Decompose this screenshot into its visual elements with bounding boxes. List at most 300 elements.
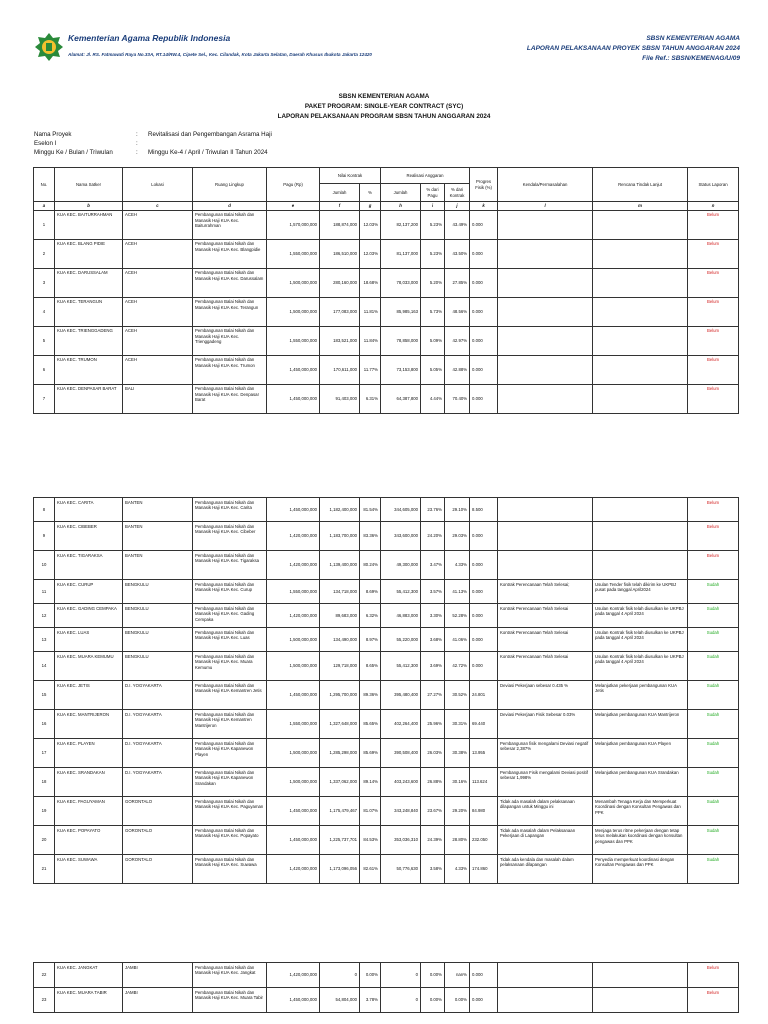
satker-cell: KUA KEC. SUWAWA <box>55 855 123 884</box>
kontrak-persen-cell: 12.03% <box>360 210 381 239</box>
kontrak-persen-cell: 81.07% <box>360 797 381 826</box>
dari-kontrak-cell: 29.20% <box>445 797 470 826</box>
kontrak-persen-cell: 80.24% <box>360 551 381 580</box>
rencana-cell <box>593 384 688 413</box>
kontrak-persen-cell: 8.65% <box>360 652 381 681</box>
realisasi-jumlah-cell: 55,220,000 <box>381 628 421 652</box>
ruang-lingkup-cell: Pembangunan Balai Nikah dan Manasik Haji KUA Kec. Blangpidie <box>193 239 267 268</box>
kontrak-persen-cell: 6.32% <box>360 604 381 628</box>
rencana-cell <box>593 988 688 1013</box>
row-no: 23 <box>34 988 55 1013</box>
kontrak-persen-cell: 3.78% <box>360 988 381 1013</box>
pagu-cell: 1,550,000,000 <box>267 710 320 739</box>
report-titles <box>0 92 768 122</box>
dari-kontrak-cell: 30.31% <box>445 710 470 739</box>
row-no: 18 <box>34 768 55 797</box>
dari-kontrak-cell: 4.33% <box>445 855 470 884</box>
satker-cell: KUA KEC. DARUSSALAM <box>55 268 123 297</box>
rencana-cell <box>593 210 688 239</box>
lokasi-cell: ACEH <box>123 355 193 384</box>
lokasi-cell: JAMBI <box>123 988 193 1013</box>
ruang-lingkup-cell: Pembangunan Balai Nikah dan Manasik Haji KUA Kec. Tigaraksa <box>193 551 267 580</box>
ruang-lingkup-cell: Pembangunan Balai Nikah dan Manasik Haji KUA Kec. Muara Tabir <box>193 988 267 1013</box>
dari-pagu-cell: 23.67% <box>421 797 445 826</box>
kontrak-jumlah-cell: 1,173,096,056 <box>320 855 360 884</box>
satker-cell: KUA KEC. DENPASAR BARAT <box>55 384 123 413</box>
dari-kontrak-cell: 42.72% <box>445 652 470 681</box>
rencana-cell: Melanjutkan pembangunan KUA Playen <box>593 739 688 768</box>
row-no: 7 <box>34 384 55 413</box>
lokasi-cell: GORONTALO <box>123 855 193 884</box>
col-no: No. <box>34 168 55 202</box>
row-no: 8 <box>34 498 55 522</box>
realisasi-jumlah-cell: 55,412,300 <box>381 652 421 681</box>
satker-cell: KUA KEC. TIGARAKSA <box>55 551 123 580</box>
column-letter: l <box>498 202 593 211</box>
kontrak-persen-cell: 85.65% <box>360 710 381 739</box>
satker-cell: KUA KEC. BLANG PIDIE <box>55 239 123 268</box>
status-cell: Belum <box>688 498 739 522</box>
realisasi-jumlah-cell: 343,248,840 <box>381 797 421 826</box>
realisasi-jumlah-cell: 0 <box>381 988 421 1013</box>
column-letter: h <box>381 202 421 211</box>
kendala-cell: Kontrak Perencanaan Telah Selesai; <box>498 580 593 604</box>
pagu-cell: 1,500,000,000 <box>267 268 320 297</box>
ruang-lingkup-cell: Pembangunan Balai Nikah dan Manasik Haji KUA Kec. Muara Kemumu <box>193 652 267 681</box>
row-no: 12 <box>34 604 55 628</box>
col-nilai-kontrak: Nilai Kontrak <box>320 168 381 184</box>
rencana-cell <box>593 355 688 384</box>
status-cell: Sudah <box>688 604 739 628</box>
kendala-cell <box>498 268 593 297</box>
kontrak-jumlah-cell: 1,295,700,000 <box>320 681 360 710</box>
status-cell: Sudah <box>688 826 739 855</box>
progres-cell: 0.000 <box>470 297 498 326</box>
kendala-cell: Pembangunan fisik mengalami Deviasi negatif sebesar 2,387% <box>498 739 593 768</box>
row-no: 3 <box>34 268 55 297</box>
satker-cell: KUA KEC. JETIS <box>55 681 123 710</box>
dari-pagu-cell: 3.57% <box>421 580 445 604</box>
realisasi-jumlah-cell: 46,883,000 <box>381 604 421 628</box>
row-no: 1 <box>34 210 55 239</box>
realisasi-jumlah-cell: 78,858,000 <box>381 326 421 355</box>
ruang-lingkup-cell: Pembangunan Balai Nikah dan Manasik Haji KUA Kec. Baiturrahman <box>193 210 267 239</box>
title-line3: LAPORAN PELAKSANAAN PROGRAM SBSN TAHUN ANGGARAN 2024 <box>277 113 491 120</box>
kontrak-jumlah-cell: 186,510,000 <box>320 239 360 268</box>
dari-pagu-cell: 0.00% <box>421 988 445 1013</box>
pagu-cell: 1,550,000,000 <box>267 239 320 268</box>
satker-cell: KUA KEC. BAITURRAHMAN <box>55 210 123 239</box>
kontrak-jumlah-cell: 1,175,479,467 <box>320 797 360 826</box>
status-cell: Belum <box>688 210 739 239</box>
column-letter: m <box>593 202 688 211</box>
realisasi-jumlah-cell: 81,137,000 <box>381 239 421 268</box>
kontrak-jumlah-cell: 183,521,000 <box>320 326 360 355</box>
status-cell: Belum <box>688 988 739 1013</box>
dari-pagu-cell: 5.05% <box>421 355 445 384</box>
progres-cell: 84.980 <box>470 797 498 826</box>
pagu-cell: 1,570,000,000 <box>267 210 320 239</box>
progres-cell: 0.000 <box>470 239 498 268</box>
realisasi-jumlah-cell: 85,985,163 <box>381 297 421 326</box>
row-no: 19 <box>34 797 55 826</box>
rencana-cell: Melanjutkan pembangunan KUA Mantrijeron <box>593 710 688 739</box>
dari-kontrak-cell: 29.03% <box>445 522 470 551</box>
rencana-cell <box>593 498 688 522</box>
realisasi-jumlah-cell: 73,153,800 <box>381 355 421 384</box>
meta-label: Nama Proyek <box>34 131 72 138</box>
dari-pagu-cell: 3.30% <box>421 604 445 628</box>
table-row <box>34 522 739 551</box>
pagu-cell: 1,420,000,000 <box>267 855 320 884</box>
table-row <box>34 963 739 988</box>
satker-cell: KUA KEC. CARITA <box>55 498 123 522</box>
column-letter: k <box>470 202 498 211</box>
ruang-lingkup-cell: Pembangunan Balai Nikah dan Manasik Haji KUA Kapanewon Srandakan <box>193 768 267 797</box>
rencana-cell: Melanjutkan pekerjaan pembangunan KUA Jetis <box>593 681 688 710</box>
dari-kontrak-cell: 70.40% <box>445 384 470 413</box>
progres-cell: 0.000 <box>470 384 498 413</box>
table-row <box>34 326 739 355</box>
rencana-cell: Menambah Tenaga Kerja dan Memperkuat Koordinasi dengan Konsultan Pengawas dan PPK <box>593 797 688 826</box>
column-letter: a <box>34 202 55 211</box>
table-row <box>34 681 739 710</box>
progres-cell: 0.000 <box>470 988 498 1013</box>
dari-kontrak-cell: 42.97% <box>445 326 470 355</box>
pagu-cell: 1,450,000,000 <box>267 498 320 522</box>
column-letter: b <box>55 202 123 211</box>
kendala-cell <box>498 522 593 551</box>
realisasi-jumlah-cell: 343,600,000 <box>381 522 421 551</box>
satker-cell: KUA KEC. TERANGUN <box>55 297 123 326</box>
ruang-lingkup-cell: Pembangunan Balai Nikah dan Manasik Haji KUA Kapanewon Playen <box>193 739 267 768</box>
row-no: 16 <box>34 710 55 739</box>
table-row <box>34 498 739 522</box>
realisasi-jumlah-cell: 395,480,400 <box>381 681 421 710</box>
kontrak-jumlah-cell: 129,718,000 <box>320 652 360 681</box>
ruang-lingkup-cell: Pembangunan Balai Nikah dan Manasik Haji KUA Kemantren Jetis <box>193 681 267 710</box>
column-letter-row <box>34 202 739 211</box>
satker-cell: KUA KEC. CIBEBER <box>55 522 123 551</box>
kontrak-jumlah-cell: 1,183,700,000 <box>320 522 360 551</box>
col-status: Status Laporan <box>688 168 739 202</box>
kontrak-persen-cell: 11.81% <box>360 297 381 326</box>
status-cell: Belum <box>688 268 739 297</box>
table-row <box>34 628 739 652</box>
ruang-lingkup-cell: Pembangunan Balai Nikah dan Manasik Haji KUA Kemantren Mantrijeron <box>193 710 267 739</box>
title-line1: SBSN KEMENTERIAN AGAMA <box>338 93 430 100</box>
col-rencana: Rencana Tindak Lanjut <box>593 168 688 202</box>
realisasi-jumlah-cell: 64,387,800 <box>381 384 421 413</box>
col-dari-kontrak: % dari Kontrak <box>445 184 470 202</box>
status-cell: Belum <box>688 297 739 326</box>
header-right <box>527 34 740 64</box>
pagu-cell: 1,450,000,000 <box>267 681 320 710</box>
pagu-cell: 1,500,000,000 <box>267 739 320 768</box>
realisasi-jumlah-cell: 403,243,600 <box>381 768 421 797</box>
row-no: 14 <box>34 652 55 681</box>
row-no: 15 <box>34 681 55 710</box>
pagu-cell: 1,500,000,000 <box>267 628 320 652</box>
lokasi-cell: D.I. YOGYAKARTA <box>123 768 193 797</box>
dari-kontrak-cell: 28.80% <box>445 826 470 855</box>
meta-value: Revitalisasi dan Pengembangan Asrama Haji <box>148 131 272 138</box>
realisasi-jumlah-cell: 55,412,300 <box>381 580 421 604</box>
lokasi-cell: BENGKULU <box>123 604 193 628</box>
realisasi-jumlah-cell: 402,264,400 <box>381 710 421 739</box>
org-name: Kementerian Agama Republik Indonesia <box>68 33 231 43</box>
satker-cell: KUA KEC. LUAS <box>55 628 123 652</box>
file-ref: File Ref.: SBSN/KEMENAG/U/09 <box>642 55 740 62</box>
kontrak-jumlah-cell: 1,337,062,000 <box>320 768 360 797</box>
column-letter: c <box>123 202 193 211</box>
realisasi-jumlah-cell: 50,776,630 <box>381 855 421 884</box>
kendala-cell <box>498 988 593 1013</box>
progres-cell: 0.000 <box>470 522 498 551</box>
kontrak-persen-cell: 85.69% <box>360 739 381 768</box>
col-progres: Progres Fisik (%) <box>470 168 498 202</box>
progres-cell: 8.500 <box>470 498 498 522</box>
rencana-cell: Usulan Kontrak fisik telah diusulkan ke UKPBJ pada tanggal 4 April 2024 <box>593 628 688 652</box>
dari-pagu-cell: 5.20% <box>421 268 445 297</box>
kontrak-jumlah-cell: 89,683,000 <box>320 604 360 628</box>
ruang-lingkup-cell: Pembangunan Balai Nikah dan Manasik Haji KUA Kec. Popayato <box>193 826 267 855</box>
dari-pagu-cell: 26.03% <box>421 739 445 768</box>
lokasi-cell: ACEH <box>123 239 193 268</box>
dari-pagu-cell: 26.88% <box>421 768 445 797</box>
col-realisasi: Realisasi Anggaran <box>381 168 470 184</box>
report-table-1 <box>33 167 739 414</box>
kontrak-jumlah-cell: 1,327,648,000 <box>320 710 360 739</box>
row-no: 5 <box>34 326 55 355</box>
lokasi-cell: BENGKULU <box>123 628 193 652</box>
dari-pagu-cell: 5.73% <box>421 297 445 326</box>
realisasi-jumlah-cell: 353,036,310 <box>381 826 421 855</box>
kontrak-jumlah-cell: 1,225,737,701 <box>320 826 360 855</box>
kontrak-jumlah-cell: 177,083,000 <box>320 297 360 326</box>
progres-cell: 0.000 <box>470 580 498 604</box>
row-no: 4 <box>34 297 55 326</box>
ruang-lingkup-cell: Pembangunan Balai Nikah dan Manasik Haji KUA Kec. Luas <box>193 628 267 652</box>
status-cell: Sudah <box>688 652 739 681</box>
kendala-cell: Kontrak Perencanaan Telah Selesai <box>498 628 593 652</box>
ruang-lingkup-cell: Pembangunan Balai Nikah dan Manasik Haji KUA Kec. Curup <box>193 580 267 604</box>
dari-pagu-cell: 3.47% <box>421 551 445 580</box>
kontrak-persen-cell: 11.77% <box>360 355 381 384</box>
column-letter: g <box>360 202 381 211</box>
pagu-cell: 1,420,000,000 <box>267 551 320 580</box>
status-cell: Sudah <box>688 628 739 652</box>
report-meta: Nama Proyek : Revitalisasi dan Pengembangan Asrama Haji Eselon I : Minggu Ke / Bulan / Triwulan : Minggu Ke-4 / April / Triwulan II Tahun 2024 <box>34 131 272 156</box>
table-row <box>34 604 739 628</box>
table-row <box>34 239 739 268</box>
column-letter: i <box>421 202 445 211</box>
ruang-lingkup-cell: Pembangunan Balai Nikah dan Manasik Haji KUA Kec. Cibeber <box>193 522 267 551</box>
kontrak-persen-cell: 82.61% <box>360 855 381 884</box>
kontrak-jumlah-cell: 91,403,000 <box>320 384 360 413</box>
progres-cell: 174.860 <box>470 855 498 884</box>
dari-pagu-cell: 5.09% <box>421 326 445 355</box>
rencana-cell <box>593 963 688 988</box>
status-cell: Belum <box>688 384 739 413</box>
kontrak-persen-cell: 8.69% <box>360 580 381 604</box>
pagu-cell: 1,420,000,000 <box>267 963 320 988</box>
satker-cell: KUA KEC. JANGKAT <box>55 963 123 988</box>
pagu-cell: 1,450,000,000 <box>267 797 320 826</box>
satker-cell: KUA KEC. TRUMON <box>55 355 123 384</box>
ruang-lingkup-cell: Pembangunan Balai Nikah dan Manasik Haji KUA Kec. Trienggadeng <box>193 326 267 355</box>
status-cell: Belum <box>688 326 739 355</box>
dari-pagu-cell: 3.69% <box>421 652 445 681</box>
satker-cell: KUA KEC. SRANDAKAN <box>55 768 123 797</box>
report-table-2 <box>33 497 739 884</box>
pagu-cell: 1,450,000,000 <box>267 384 320 413</box>
lokasi-cell: ACEH <box>123 326 193 355</box>
col-kontrak-persen: % <box>360 184 381 202</box>
kemenag-emblem-icon <box>34 32 64 62</box>
kendala-cell <box>498 326 593 355</box>
dari-kontrak-cell: 0.00% <box>445 988 470 1013</box>
kendala-cell <box>498 210 593 239</box>
dari-kontrak-cell: 48.56% <box>445 297 470 326</box>
kendala-cell <box>498 551 593 580</box>
kontrak-persen-cell: 83.36% <box>360 522 381 551</box>
col-pagu: Pagu (Rp) <box>267 168 320 202</box>
lokasi-cell: BALI <box>123 384 193 413</box>
col-dari-pagu: % dari Pagu <box>421 184 445 202</box>
pagu-cell: 1,500,000,000 <box>267 768 320 797</box>
lokasi-cell: BANTEN <box>123 551 193 580</box>
lokasi-cell: ACEH <box>123 268 193 297</box>
pagu-cell: 1,420,000,000 <box>267 522 320 551</box>
table-row <box>34 797 739 826</box>
status-cell: Sudah <box>688 855 739 884</box>
rencana-cell: Usulan Kontrak fisik telah diusulkan ke UKPBJ pada tanggal 4 April 2024 <box>593 604 688 628</box>
table-row <box>34 210 739 239</box>
rencana-cell <box>593 522 688 551</box>
rencana-cell <box>593 551 688 580</box>
satker-cell: KUA KEC. MUARA KEMUMU <box>55 652 123 681</box>
kontrak-jumlah-cell: 134,490,000 <box>320 628 360 652</box>
dari-pagu-cell: 27.27% <box>421 681 445 710</box>
kendala-cell: Tidak ada masalah dalam pelaksanaan dilapangan untuk Minggu ini <box>498 797 593 826</box>
kendala-cell <box>498 297 593 326</box>
table-row <box>34 268 739 297</box>
dari-pagu-cell: 5.23% <box>421 239 445 268</box>
satker-cell: KUA KEC. PAGUYAMAN <box>55 797 123 826</box>
meta-label: Eselon I <box>34 140 57 147</box>
progres-cell: 0.000 <box>470 210 498 239</box>
ruang-lingkup-cell: Pembangunan Balai Nikah dan Manasik Haji KUA Kec. Suwawa <box>193 855 267 884</box>
progres-cell: 0.000 <box>470 355 498 384</box>
report-table-3 <box>33 962 739 1013</box>
satker-cell: KUA KEC. MUARA TABIR <box>55 988 123 1013</box>
kontrak-persen-cell: 81.54% <box>360 498 381 522</box>
dari-pagu-cell: 25.96% <box>421 710 445 739</box>
col-ruang: Ruang Lingkup <box>193 168 267 202</box>
lokasi-cell: BANTEN <box>123 522 193 551</box>
dari-kontrak-cell: 52.28% <box>445 604 470 628</box>
kendala-cell: Kontrak Perencanaan Telah Selesai <box>498 604 593 628</box>
ruang-lingkup-cell: Pembangunan Balai Nikah dan Manasik Haji KUA Kec. Trumon <box>193 355 267 384</box>
progres-cell: 113.624 <box>470 768 498 797</box>
progres-cell: 0.000 <box>470 963 498 988</box>
kontrak-jumlah-cell: 280,160,000 <box>320 268 360 297</box>
col-real-jumlah: Jumlah <box>381 184 421 202</box>
org-address: Alamat: Jl. RS. Fatmawati Raya No.33A, RT.14/RW.4, Cipete Sel., Kec. Cilandak, Kota Jakarta Selatan, Daerah Khusus Ibukota Jakarta 12420 <box>68 52 372 57</box>
kontrak-jumlah-cell: 54,804,000 <box>320 988 360 1013</box>
kontrak-persen-cell: 0.00% <box>360 963 381 988</box>
kendala-cell: Pembangunan Fisik mengalami Deviasi positif sebesar 1,998% <box>498 768 593 797</box>
dari-kontrak-cell: 29.10% <box>445 498 470 522</box>
rencana-cell: Usulan Tender fisik telah dikirim ke UKPBJ pusat pada tanggal April2024 <box>593 580 688 604</box>
kendala-cell: Deviasi Pekerjaan sebesar 0.435 % <box>498 681 593 710</box>
dari-kontrak-cell: 30.38% <box>445 739 470 768</box>
rencana-cell: Penyedia memperkuat koordinasi dengan Konsultan Pengawas dan PPK <box>593 855 688 884</box>
status-cell: Sudah <box>688 681 739 710</box>
rencana-cell: Menjaga terus ritme pekerjaan dengan tetap terus melakukan koordinasi dengan konsultan pengawas dan PPK <box>593 826 688 855</box>
status-cell: Belum <box>688 355 739 384</box>
lokasi-cell: D.I. YOGYAKARTA <box>123 710 193 739</box>
rencana-cell <box>593 268 688 297</box>
kontrak-persen-cell: 6.31% <box>360 384 381 413</box>
realisasi-jumlah-cell: 390,508,400 <box>381 739 421 768</box>
satker-cell: KUA KEC. TRIENGGADENG <box>55 326 123 355</box>
dari-pagu-cell: 5.23% <box>421 210 445 239</box>
kendala-cell: Tidak ada masalah dalam Pelaksanaan Pekerjaan di Lapangan <box>498 826 593 855</box>
status-cell: Sudah <box>688 797 739 826</box>
table-row <box>34 384 739 413</box>
meta-value: Minggu Ke-4 / April / Triwulan II Tahun 2024 <box>148 149 268 156</box>
progres-cell: 0.000 <box>470 628 498 652</box>
realisasi-jumlah-cell: 49,300,000 <box>381 551 421 580</box>
ruang-lingkup-cell: Pembangunan Balai Nikah dan Manasik Haji KUA Kec. Jangkat <box>193 963 267 988</box>
kendala-cell <box>498 239 593 268</box>
pagu-cell: 1,550,000,000 <box>267 326 320 355</box>
lokasi-cell: BENGKULU <box>123 652 193 681</box>
status-cell: Belum <box>688 239 739 268</box>
realisasi-jumlah-cell: 0 <box>381 963 421 988</box>
pagu-cell: 1,420,000,000 <box>267 604 320 628</box>
row-no: 10 <box>34 551 55 580</box>
dari-pagu-cell: 24.20% <box>421 522 445 551</box>
dari-kontrak-cell: 30.16% <box>445 768 470 797</box>
row-no: 11 <box>34 580 55 604</box>
kontrak-jumlah-cell: 0 <box>320 963 360 988</box>
kendala-cell <box>498 355 593 384</box>
dari-kontrak-cell: 4.33% <box>445 551 470 580</box>
table-row <box>34 988 739 1013</box>
table-row <box>34 580 739 604</box>
title-line2: PAKET PROGRAM: SINGLE-YEAR CONTRACT (SYC) <box>304 103 464 110</box>
progres-cell: 24.801 <box>470 681 498 710</box>
kendala-cell <box>498 963 593 988</box>
status-cell: Belum <box>688 963 739 988</box>
col-satker: Nama Satker <box>55 168 123 202</box>
row-no: 6 <box>34 355 55 384</box>
table-row <box>34 551 739 580</box>
kontrak-jumlah-cell: 188,874,000 <box>320 210 360 239</box>
kontrak-jumlah-cell: 1,139,400,000 <box>320 551 360 580</box>
satker-cell: KUA KEC. MANTRIJERON <box>55 710 123 739</box>
dari-pagu-cell: 4.44% <box>421 384 445 413</box>
row-no: 17 <box>34 739 55 768</box>
kendala-cell: Deviasi Pekerjaan Fisik Sebesar 0.03% <box>498 710 593 739</box>
satker-cell: KUA KEC. POPAYATO <box>55 826 123 855</box>
kontrak-persen-cell: 89.36% <box>360 681 381 710</box>
row-no: 2 <box>34 239 55 268</box>
col-lokasi: Lokasi <box>123 168 193 202</box>
